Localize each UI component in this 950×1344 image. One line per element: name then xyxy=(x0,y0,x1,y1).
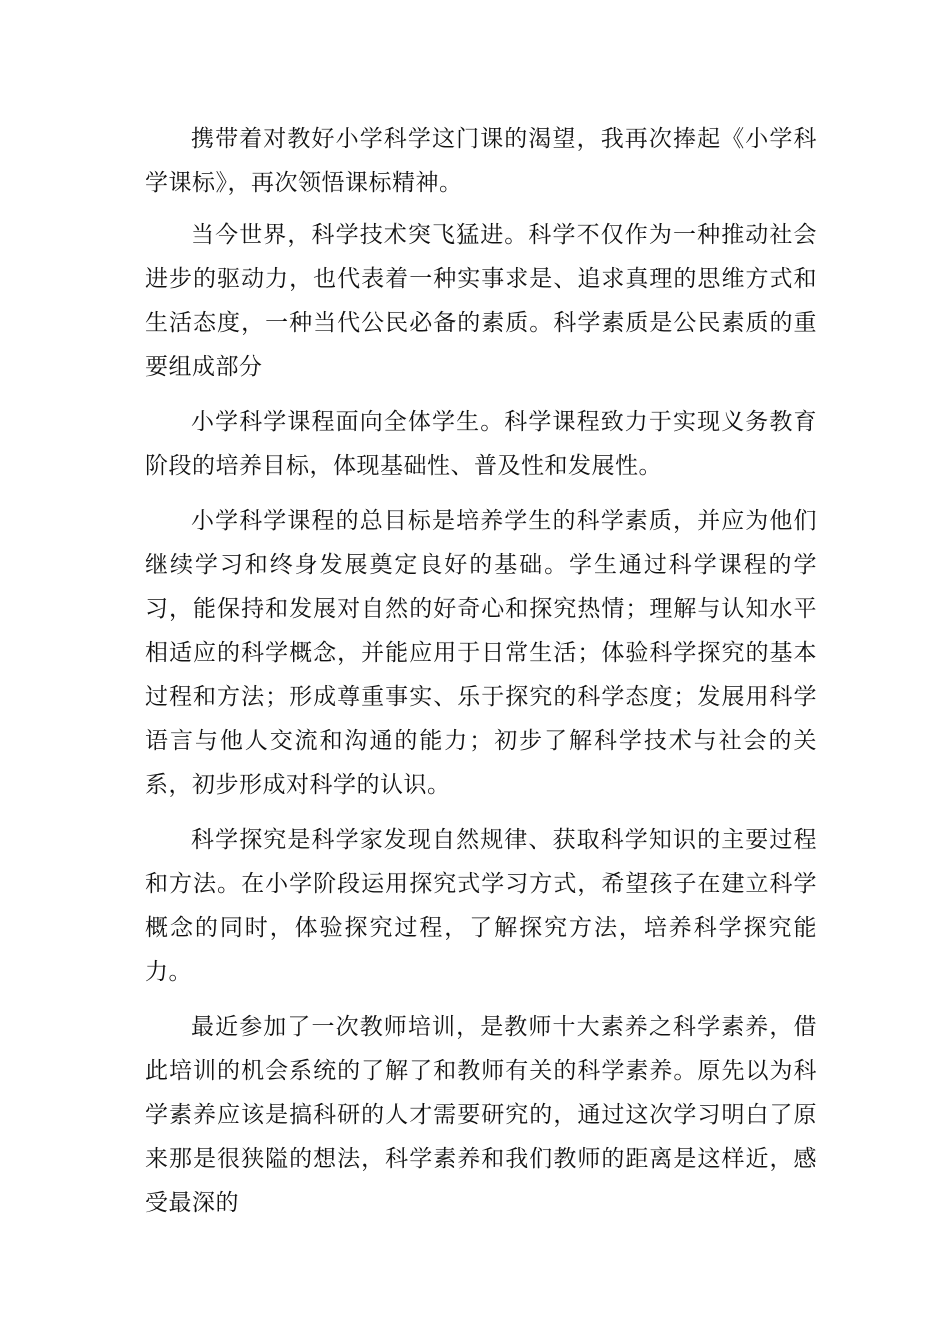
document-body xyxy=(145,117,817,1236)
paragraph-2: 当今世界，科学技术突飞猛进。科学不仅作为一种推动社会进步的驱动力，也代表着一种实事求是、追求真理的思维方式和生活态度，一种当代公民必备的素质。科学素质是公民素质的重要组成部分 xyxy=(145,222,817,380)
paragraph-4: 小学科学课程的总目标是培养学生的科学素质，并应为他们继续学习和终身发展奠定良好的基础。学生通过科学课程的学习，能保持和发展对自然的好奇心和探究热情；理解与认知水平相适应的科学概念，并能应用于日常生活；体验科学探究的基本过程和方法；形成尊重事实、乐于探究的科学态度；发展用科学语言与他人交流和沟通的能力；初步了解科学技术与社会的关系，初步形成对科学的认识。 xyxy=(145,508,817,798)
paragraph-5: 科学探究是科学家发现自然规律、获取科学知识的主要过程和方法。在小学阶段运用探究式学习方式，希望孩子在建立科学概念的同时，体验探究过程，了解探究方法，培养科学探究能力。 xyxy=(145,827,817,985)
paragraph-6: 最近参加了一次教师培训，是教师十大素养之科学素养，借此培训的机会系统的了解了和教师有关的科学素养。原先以为科学素养应该是搞科研的人才需要研究的，通过这次学习明白了原来那是很狭隘的想法，科学素养和我们教师的距离是这样近，感受最深的 xyxy=(145,1014,817,1216)
paragraph-1: 携带着对教好小学科学这门课的渴望，我再次捧起《小学科学课标》，再次领悟课标精神。 xyxy=(145,126,817,196)
paragraph-3: 小学科学课程面向全体学生。科学课程致力于实现义务教育阶段的培养目标，体现基础性、普及性和发展性。 xyxy=(145,409,817,479)
